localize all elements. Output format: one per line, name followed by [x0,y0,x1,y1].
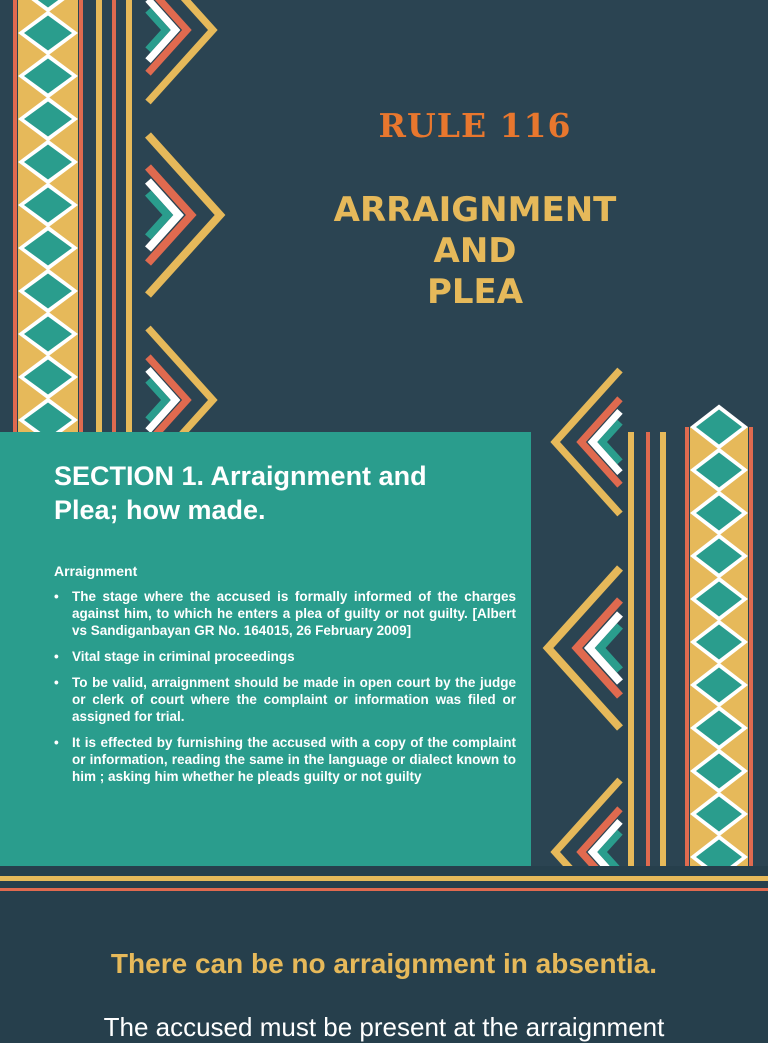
tribal-stripe-top [0,866,768,1024]
bullet-list [54,588,516,794]
pattern-stripe [126,0,132,432]
pattern-edge [79,0,83,440]
pattern-edge [13,0,17,440]
bullet-text: It is effected by furnishing the accused with a copy of the complaint or information, reading the same in the language or dialect known to him ; asking him whether he pleads guilty or not guilty [72,735,516,784]
bullet-item [54,734,516,785]
bullet-item [54,648,516,665]
section-slide [0,432,768,866]
main-title-line-1: ARRAIGNMENT [333,190,617,230]
pattern-stripe [96,0,102,432]
bullet-item [54,674,516,725]
absentia-heading: There can be no arraignment in absentia. [110,948,658,979]
pattern-edge [685,427,689,872]
sub-heading: Arraignment [54,563,138,579]
bullet-text: To be valid, arraignment should be made in open court by the judge or clerk of court where the complaint or information was filed or assigned for trial. [72,675,516,724]
main-title [300,190,650,313]
content-panel [0,432,531,866]
bullet-icon: • [54,649,59,664]
bullet-text: The stage where the accused is formally informed of the charges against him, to which he enters a plea of guilty or not guilty. [Albert vs Sandiganbayan GR No. 164015, 26 February 2009] [72,589,516,638]
pattern-stripe [646,432,650,866]
pattern-stripe [628,432,634,866]
absentia-slide [0,866,768,1042]
main-title-line-2: AND [433,231,517,271]
pattern-stripe [112,0,116,432]
main-title-line-3: PLEA [426,272,524,312]
pattern-stripe [0,888,768,891]
bullet-text: Vital stage in criminal proceedings [72,649,295,664]
pattern-edge [749,427,753,872]
bullet-icon: • [54,589,59,604]
title-slide [0,0,768,432]
pattern-stripe [660,432,666,866]
section-heading: SECTION 1. Arraignment and Plea; how made. [54,461,427,525]
absentia-partial-text: The accused must be present at the arraignment [103,1012,665,1042]
bullet-icon: • [54,735,59,750]
bullet-icon: • [54,675,59,690]
pattern-stripe [0,876,768,881]
bullet-item [54,588,516,639]
rule-title: RULE 116 [378,106,572,145]
